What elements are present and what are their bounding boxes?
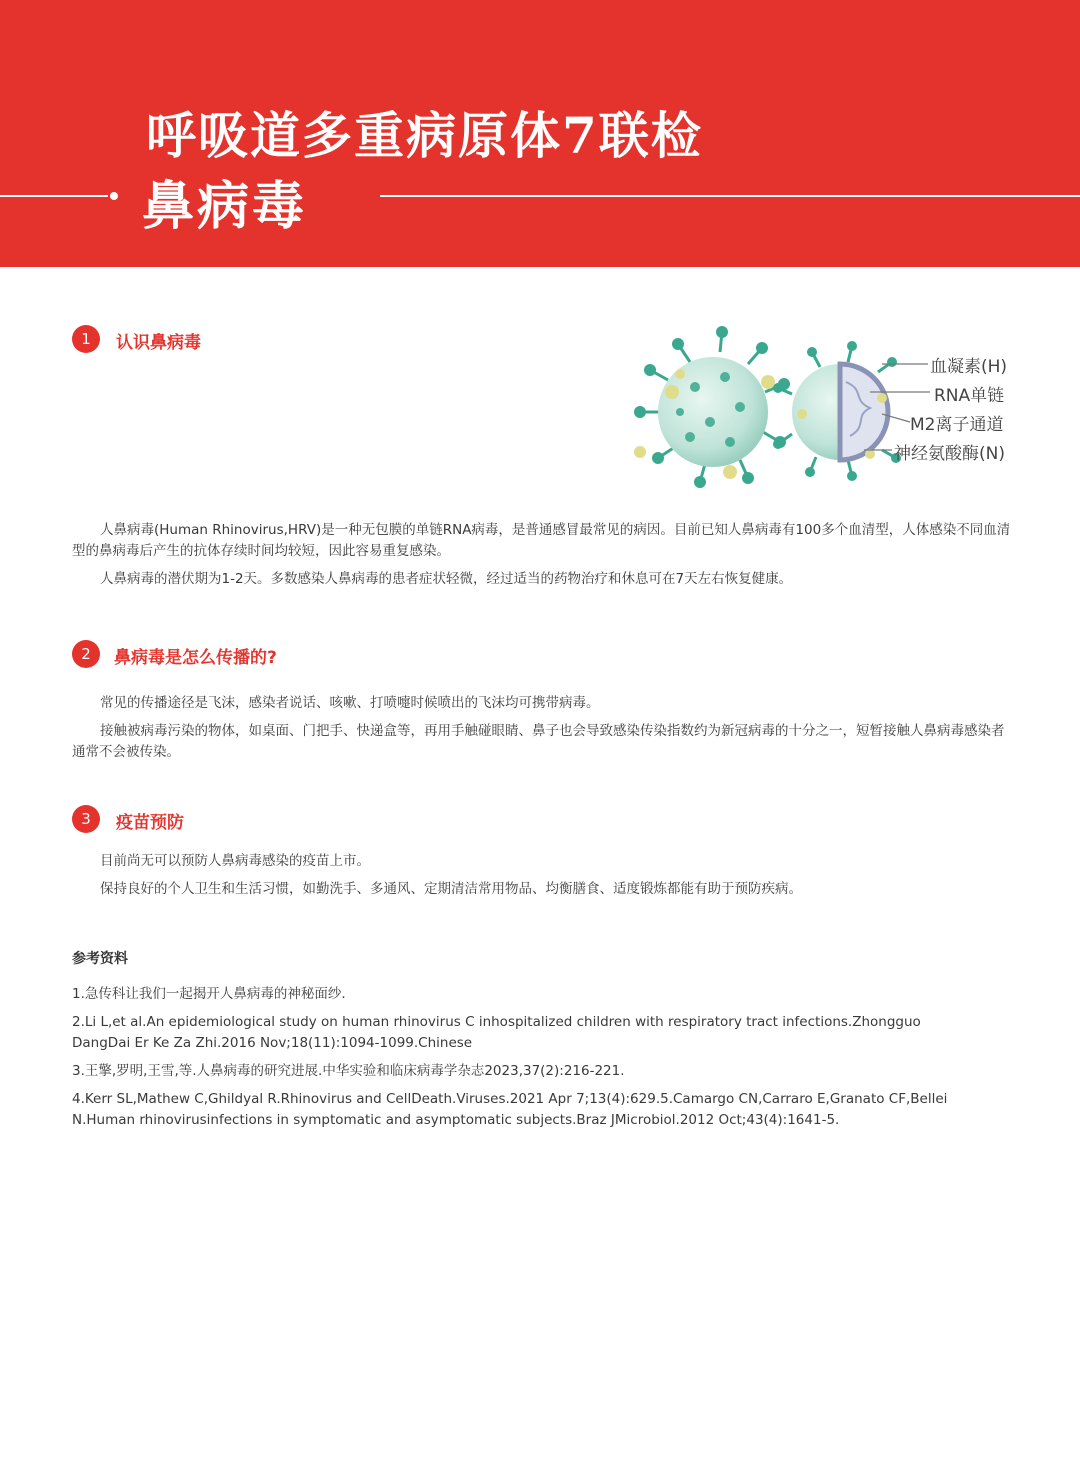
section-1-number-badge: 1 xyxy=(72,325,100,353)
header-banner xyxy=(0,0,1080,267)
header-divider-right xyxy=(380,195,1080,197)
header-divider-dot xyxy=(110,192,118,200)
references-heading: 参考资料 xyxy=(72,951,128,967)
virus-body-large xyxy=(658,357,768,467)
section-1-title: 认识鼻病毒 xyxy=(116,333,201,353)
reference-item: 1.急传科让我们一起揭开人鼻病毒的神秘面纱. xyxy=(72,986,346,1002)
section-3-number-badge: 3 xyxy=(72,805,100,833)
section-3-paragraph-2: 保持良好的个人卫生和生活习惯，如勤洗手、多通风、定期清洁常用物品、均衡膳食、适度锻炼都能有助于预防疾病。 xyxy=(100,881,802,897)
section-2-body xyxy=(72,693,1012,770)
page-title: 呼吸道多重病原体7联检 xyxy=(146,106,703,165)
section-2-title: 鼻病毒是怎么传播的? xyxy=(114,648,277,668)
references-list xyxy=(72,984,972,1138)
figure-label-neuraminidase: 神经氨酸酶(N) xyxy=(894,444,1005,464)
section-1-paragraph-1: 人鼻病毒(Human Rhinovirus,HRV)是一种无包膜的单链RNA病毒，是普通感冒最常见的病因。目前已知人鼻病毒有100多个血清型，人体感染不同血清型的鼻病毒后产生的抗体存续时间均较短，因此容易重复感染。 xyxy=(72,522,1011,559)
section-3-body xyxy=(72,851,1012,907)
reference-item: 2.Li L,et al.An epidemiological study on human rhinovirus C inhospitalized children with respiratory tract infections.Zhongguo DangDai Er Ke Za Zhi.2016 Nov;18(11):1094-1099.Chinese xyxy=(72,1014,921,1051)
rhinovirus-structure-figure xyxy=(620,322,1020,490)
page-subtitle: 鼻病毒 xyxy=(142,176,308,237)
reference-item: 4.Kerr SL,Mathew C,Ghildyal R.Rhinovirus and CellDeath.Viruses.2021 Apr 7;13(4):629.5.Camargo CN,Carraro E,Granato CF,Bellei N.Human rhinovirusinfections in symptomatic and asymptomatic subjects.Braz JMicrobiol.2012 Oct;43(4):1641-5. xyxy=(72,1091,948,1128)
section-3-title: 疫苗预防 xyxy=(116,813,184,833)
figure-label-m2: M2离子通道 xyxy=(910,415,1004,435)
reference-item: 3.王擎,罗明,王雪,等.人鼻病毒的研究进展.中华实验和临床病毒学杂志2023,37(2):216-221. xyxy=(72,1063,625,1079)
figure-label-rna: RNA单链 xyxy=(934,386,1005,406)
section-2-paragraph-2: 接触被病毒污染的物体，如桌面、门把手、快递盒等，再用手触碰眼睛、鼻子也会导致感染传染指数约为新冠病毒的十分之一，短暂接触人鼻病毒感染者通常不会被传染。 xyxy=(72,723,1005,760)
figure-label-hemagglutinin: 血凝素(H) xyxy=(930,357,1008,377)
header-divider-left xyxy=(0,195,108,197)
section-2-paragraph-1: 常见的传播途径是飞沫，感染者说话、咳嗽、打喷嚏时候喷出的飞沫均可携带病毒。 xyxy=(100,695,600,711)
section-3-paragraph-1: 目前尚无可以预防人鼻病毒感染的疫苗上市。 xyxy=(100,853,370,869)
section-2-number-badge: 2 xyxy=(72,640,100,668)
section-1-paragraph-2: 人鼻病毒的潜伏期为1-2天。多数感染人鼻病毒的患者症状轻微，经过适当的药物治疗和休息可在7天左右恢复健康。 xyxy=(100,571,793,587)
section-1-body xyxy=(72,520,1012,597)
